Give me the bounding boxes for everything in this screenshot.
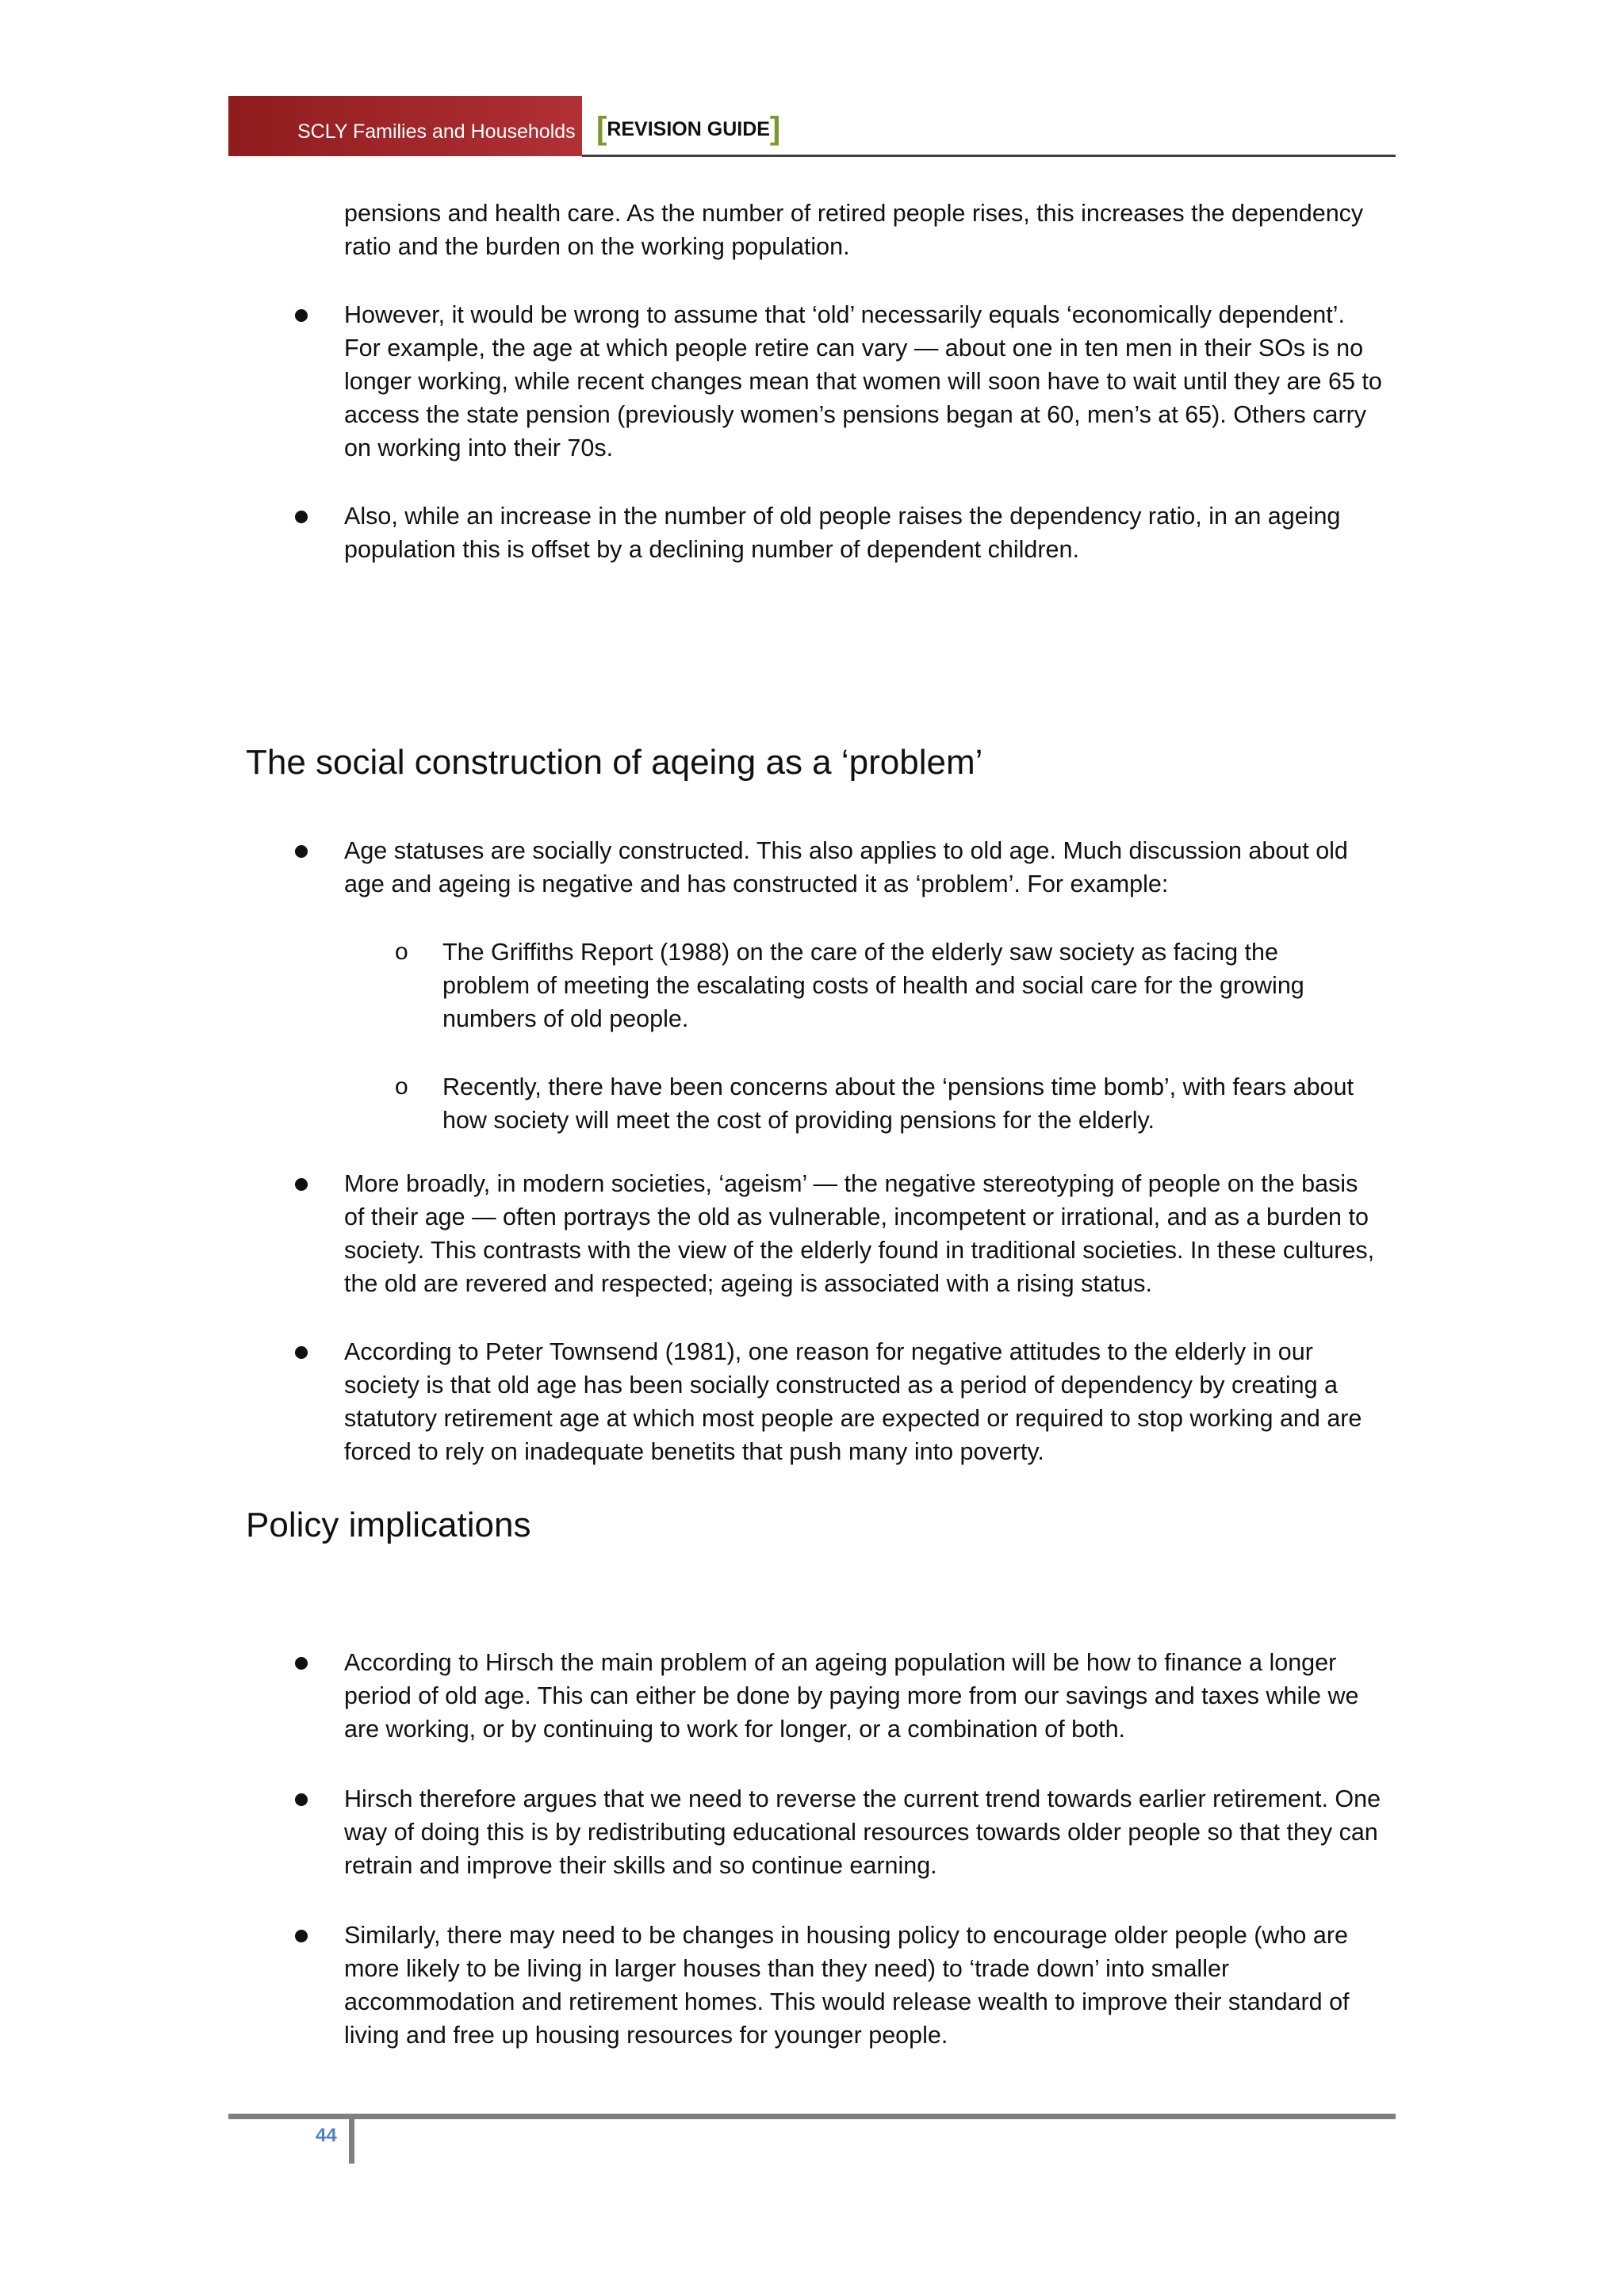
policy-bullet-3: Similarly, there may need to be changes in housing policy to encourage older people (who are more likely to be living in larger houses than they need) to ‘trade down’ into smaller accommodation and retirement homes. This would release wealth to improve their standard of living and free up housing resources for younger people. [344, 1922, 1350, 2049]
bullet-icon [295, 1178, 308, 1191]
bullet-icon [295, 1657, 308, 1670]
social-sub-item-1: The Griffiths Report (1988) on the care of the elderly saw society as facing the problem of meeting the escalating costs of health and social care for the growing numbers of old people. [442, 939, 1304, 1032]
social-bullet-1: Age statuses are socially constructed. This also applies to old age. Much discussion about old age and ageing is negative and has constructed it as ‘problem’. For example: [344, 837, 1348, 897]
intro-bullet-2: Also, while an increase in the number of old people raises the dependency ratio, in an ageing population this is offset by a declining number of dependent children. [344, 503, 1341, 563]
social-bullet-3: According to Peter Townsend (1981), one reason for negative attitudes to the elderly in our society is that old age has been socially constructed as a period of dependency by creating a statutory retirement age at which most people are expected or required to stop working and are forced to rely on inadequate benetits that push many into poverty. [344, 1338, 1362, 1465]
footer-rule [228, 2114, 1396, 2119]
social-bullet-2: More broadly, in modern societies, ‘ageism’ — the negative stereotyping of people on the basis of their age — often portrays the old as vulnerable, incompetent or irrational, and as a burden to society. This contrasts with the view of the elderly found in traditional societies. In these cultures, the old are revered and respected; ageing is associated with a rising status. [344, 1170, 1375, 1297]
bullet-icon [295, 309, 308, 322]
policy-bullet-2: Hirsch therefore argues that we need to reverse the current trend towards earlier retirement. One way of doing this is by redistributing educational resources towards older people so that they can retrain and improve their skills and so continue earning. [344, 1785, 1381, 1879]
bullet-icon [295, 845, 308, 858]
sub-bullet-icon: o [395, 939, 408, 965]
header-section-title: SCLY Families and Households [297, 121, 576, 143]
bullet-icon [295, 511, 308, 523]
header-bracket-close: ] [769, 111, 781, 146]
social-sub-item-2: Recently, there have been concerns about the ‘pensions time bomb’, with fears about how society will meet the cost of providing pensions for the elderly. [442, 1073, 1354, 1134]
header-guide-text: REVISION GUIDE [607, 118, 770, 140]
bullet-icon [295, 1346, 308, 1359]
bullet-icon [295, 1793, 308, 1806]
policy-bullet-1: According to Hirsch the main problem of an ageing population will be how to finance a longer period of old age. This can either be done by paying more from our savings and taxes while we are working, or by continuing to work for longer, or a combination of both. [344, 1649, 1359, 1743]
section-heading-policy: Policy implications [246, 1506, 531, 1544]
page-number: 44 [316, 2125, 337, 2146]
sub-bullet-icon: o [395, 1073, 408, 1100]
intro-bullet-1: However, it would be wrong to assume that ‘old’ necessarily equals ‘economically dependent’. For example, the age at which people retire can vary — about one in ten men in their SOs is no longer working, while recent changes mean that women will soon have to wait until they are 65 to access the state pension (previously women’s pensions began at 60, men’s at 65). Others carry on working into their 70s. [344, 301, 1382, 461]
header-bracket-open: [ [596, 111, 607, 146]
footer-tick [349, 2119, 354, 2164]
intro-continuation: pensions and health care. As the number of retired people rises, this increases the dependency ratio and the burden on the working population. [344, 200, 1364, 260]
bullet-icon [295, 1930, 308, 1942]
header-rule [582, 155, 1396, 157]
section-heading-social-construction: The social construction of aqeing as a ‘problem’ [246, 743, 983, 782]
header-guide-label [596, 111, 780, 147]
